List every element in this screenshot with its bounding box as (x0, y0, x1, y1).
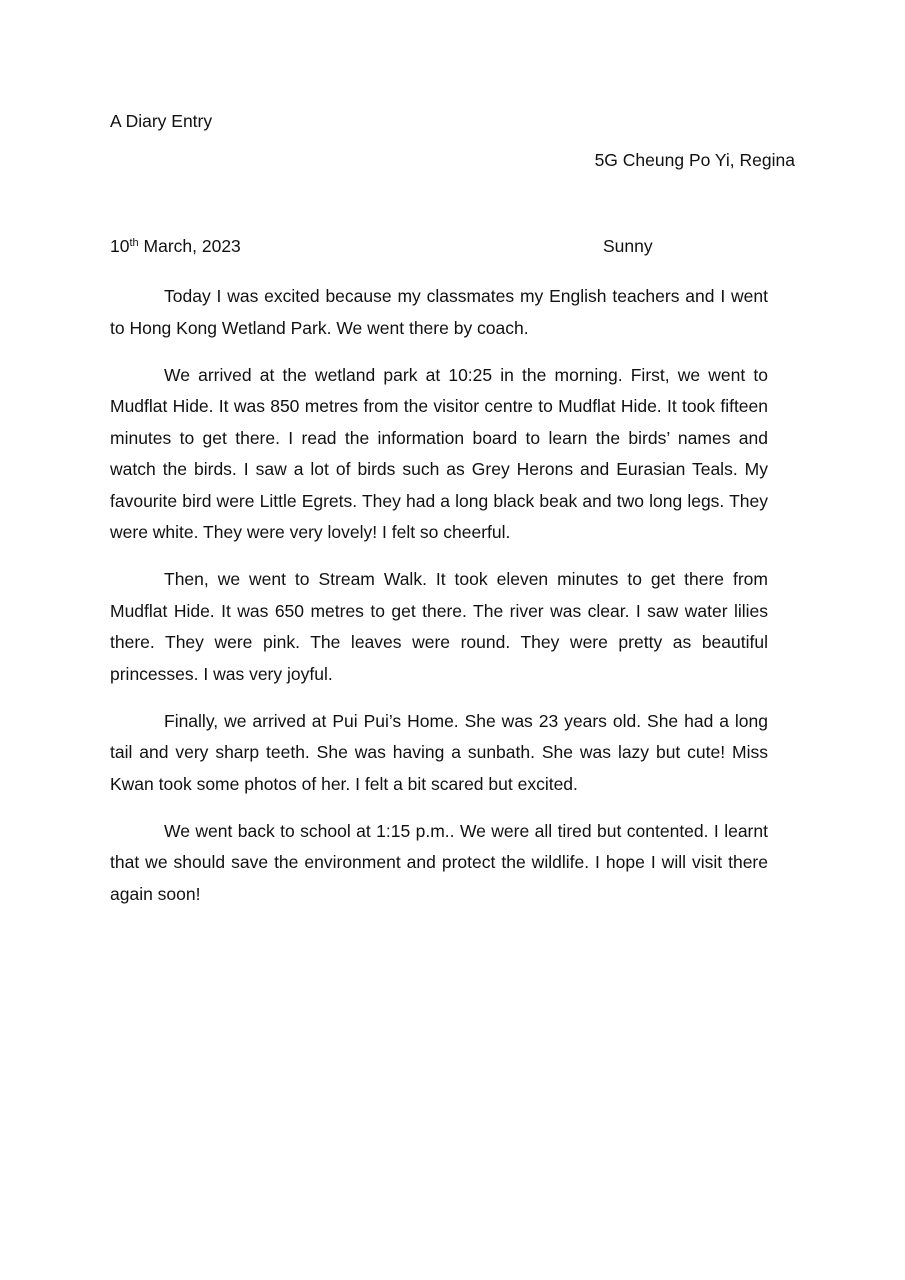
date-ordinal-suffix: th (129, 237, 139, 249)
diary-paragraph: We went back to school at 1:15 p.m.. We were all tired but contented. I learnt that we should save the environment and protect the wildlife. I hope I will visit there again soon! (110, 820, 768, 904)
diary-body (110, 281, 768, 926)
author-name: 5G Cheung Po Yi, Regina (594, 150, 795, 170)
date-month-year: March, 2023 (138, 236, 241, 256)
diary-paragraph: Then, we went to Stream Walk. It took eleven minutes to get there from Mudflat Hide. It was 650 metres to get there. The river was clear. I saw water lilies there. They were pink. The leaves were round. They were pretty as beautiful princesses. I was very joyful. (110, 569, 768, 684)
document-title: A Diary Entry (110, 111, 213, 131)
date-day: 10 (110, 236, 130, 256)
diary-paragraph: Finally, we arrived at Pui Pui’s Home. She was 23 years old. She had a long tail and very sharp teeth. She was having a sunbath. She was lazy but cute! Miss Kwan took some photos of her. I felt a bit scared but excited. (110, 710, 768, 794)
diary-paragraph: Today I was excited because my classmates my English teachers and I went to Hong Kong Wetland Park. We went there by coach. (110, 286, 768, 338)
diary-paragraph: We arrived at the wetland park at 10:25 in the morning. First, we went to Mudflat Hide. It was 850 metres from the visitor centre to Mudflat Hide. It took fifteen minutes to get there. I read the information board to learn the birds’ names and watch the birds. I saw a lot of birds such as Grey Herons and Eurasian Teals. My favourite bird were Little Egrets. They had a long black beak and two long legs. They were white. They were very lovely! I felt so cheerful. (110, 364, 768, 542)
entry-date (110, 235, 241, 257)
weather-label: Sunny (603, 236, 653, 256)
